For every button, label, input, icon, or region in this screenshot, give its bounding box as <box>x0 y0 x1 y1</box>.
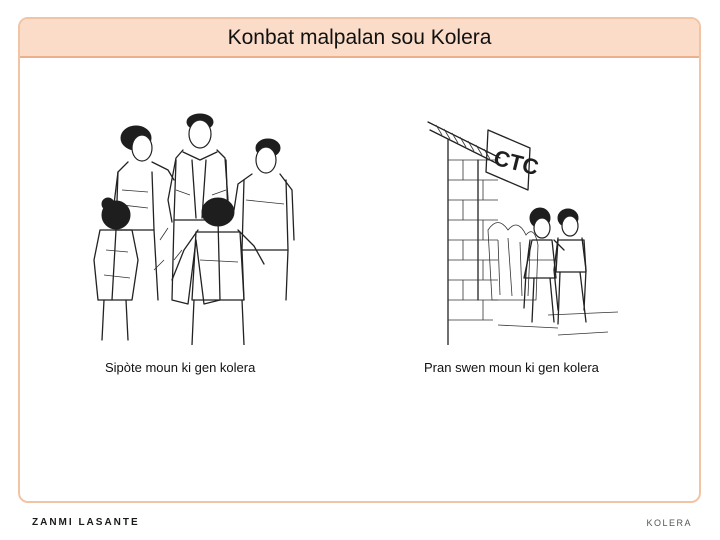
support-group-illustration <box>88 100 303 345</box>
ctc-sign <box>486 130 541 190</box>
kolera-footer-label: KOLERA <box>646 518 692 528</box>
zanmi-lasante-logo: ZANMI LASANTE <box>32 517 140 528</box>
title-bar <box>20 19 699 58</box>
caption-support: Sipòte moun ki gen kolera <box>105 360 256 375</box>
slide-title: Konbat malpalan sou Kolera <box>227 25 492 49</box>
front-left-girl-figure <box>94 198 138 340</box>
ctc-sign-text: CTC <box>491 144 542 181</box>
hands-gesture <box>154 228 182 270</box>
right-man-figure <box>228 139 294 300</box>
caption-care: Pran swen moun ki gen kolera <box>424 360 599 375</box>
bush <box>488 223 538 301</box>
brick-wall <box>448 140 498 345</box>
helping-woman-figure <box>554 209 586 324</box>
ctc-care-illustration <box>408 100 628 345</box>
